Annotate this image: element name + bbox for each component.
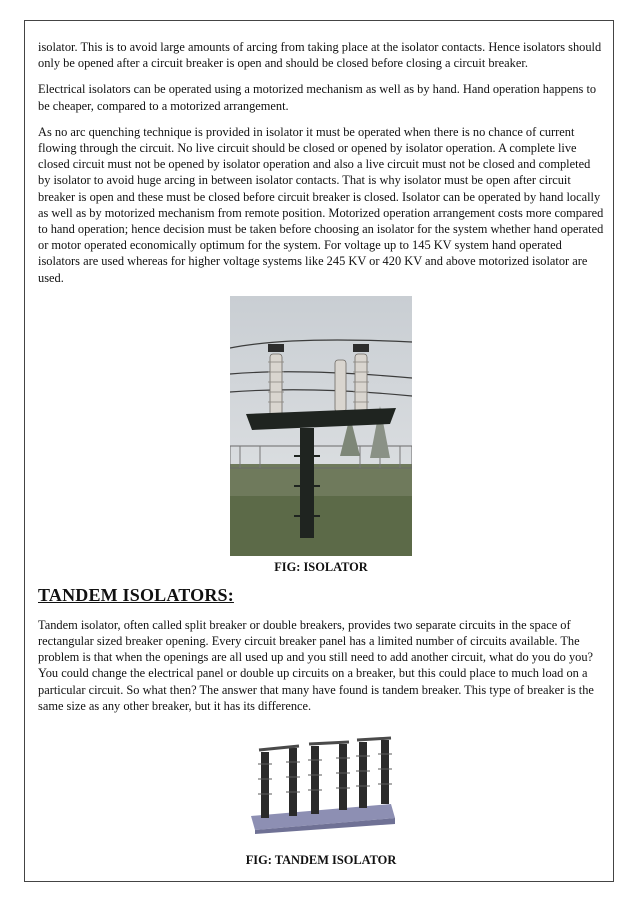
paragraph-tandem-isolator: Tandem isolator, often called split breaker or double breakers, provides two separate circuits in the space of rectangular sized breaker opening. Every circuit breaker panel has a limited number of circuits available. The problem is that when the openings are all used up and you still need to add another circuit, what do you do you? You could change the electrical panel or double up circuits on a breaker, but this could place to much load on a particular circuit. So what then? The answer that many have found is tandem breaker. This type of breaker is the same size as any other breaker, but it has its difference. bbox=[38, 617, 594, 713]
isolator-photo bbox=[230, 296, 412, 556]
figure-isolator-caption: FIG: ISOLATOR bbox=[274, 559, 368, 574]
document-body bbox=[38, 39, 604, 868]
section-heading-tandem-isolators: TANDEM ISOLATORS: bbox=[38, 584, 234, 605]
figure-tandem-isolator-caption: FIG: TANDEM ISOLATOR bbox=[245, 853, 397, 868]
tandem-isolator-photo bbox=[241, 734, 401, 834]
figure-tandem-isolator bbox=[38, 734, 604, 868]
paragraph-operation-methods: Electrical isolators can be operated using a motorized mechanism as well as by hand. Hand operation happens to be cheaper, compared to a motorized arrangement. bbox=[38, 82, 597, 113]
figure-isolator bbox=[38, 296, 604, 575]
paragraph-isolator-opening: isolator. This is to avoid large amounts of arcing from taking place at the isolator contacts. Hence isolators should only be opened after a circuit breaker is open and should be closed before closing a circuit breaker. bbox=[38, 40, 602, 71]
paragraph-arc-quenching: As no arc quenching technique is provided in isolator it must be operated when there is no chance of current flowing through the circuit. No live circuit should be closed or opened by isolator operation. A complete live closed circuit must not be opened by isolator operation and also a live circuit must not be closed and completed by isolator to avoid huge arcing in between isolator contacts. That is why isolator must be open after circuit breaker is open and these must be closed before circuit breaker is closed. Isolator can be operated by hand locally as well as by motorized mechanism from remote position. Motorized operation arrangement costs more compared to hand operation; hence decision must be taken before choosing an isolator for the system whether hand operated or motor operated economically optimum for the system. For voltage up to 145 KV system hand operated isolators are used whereas for higher voltage systems like 245 KV or 420 KV and above motorized isolator are used. bbox=[38, 124, 604, 285]
